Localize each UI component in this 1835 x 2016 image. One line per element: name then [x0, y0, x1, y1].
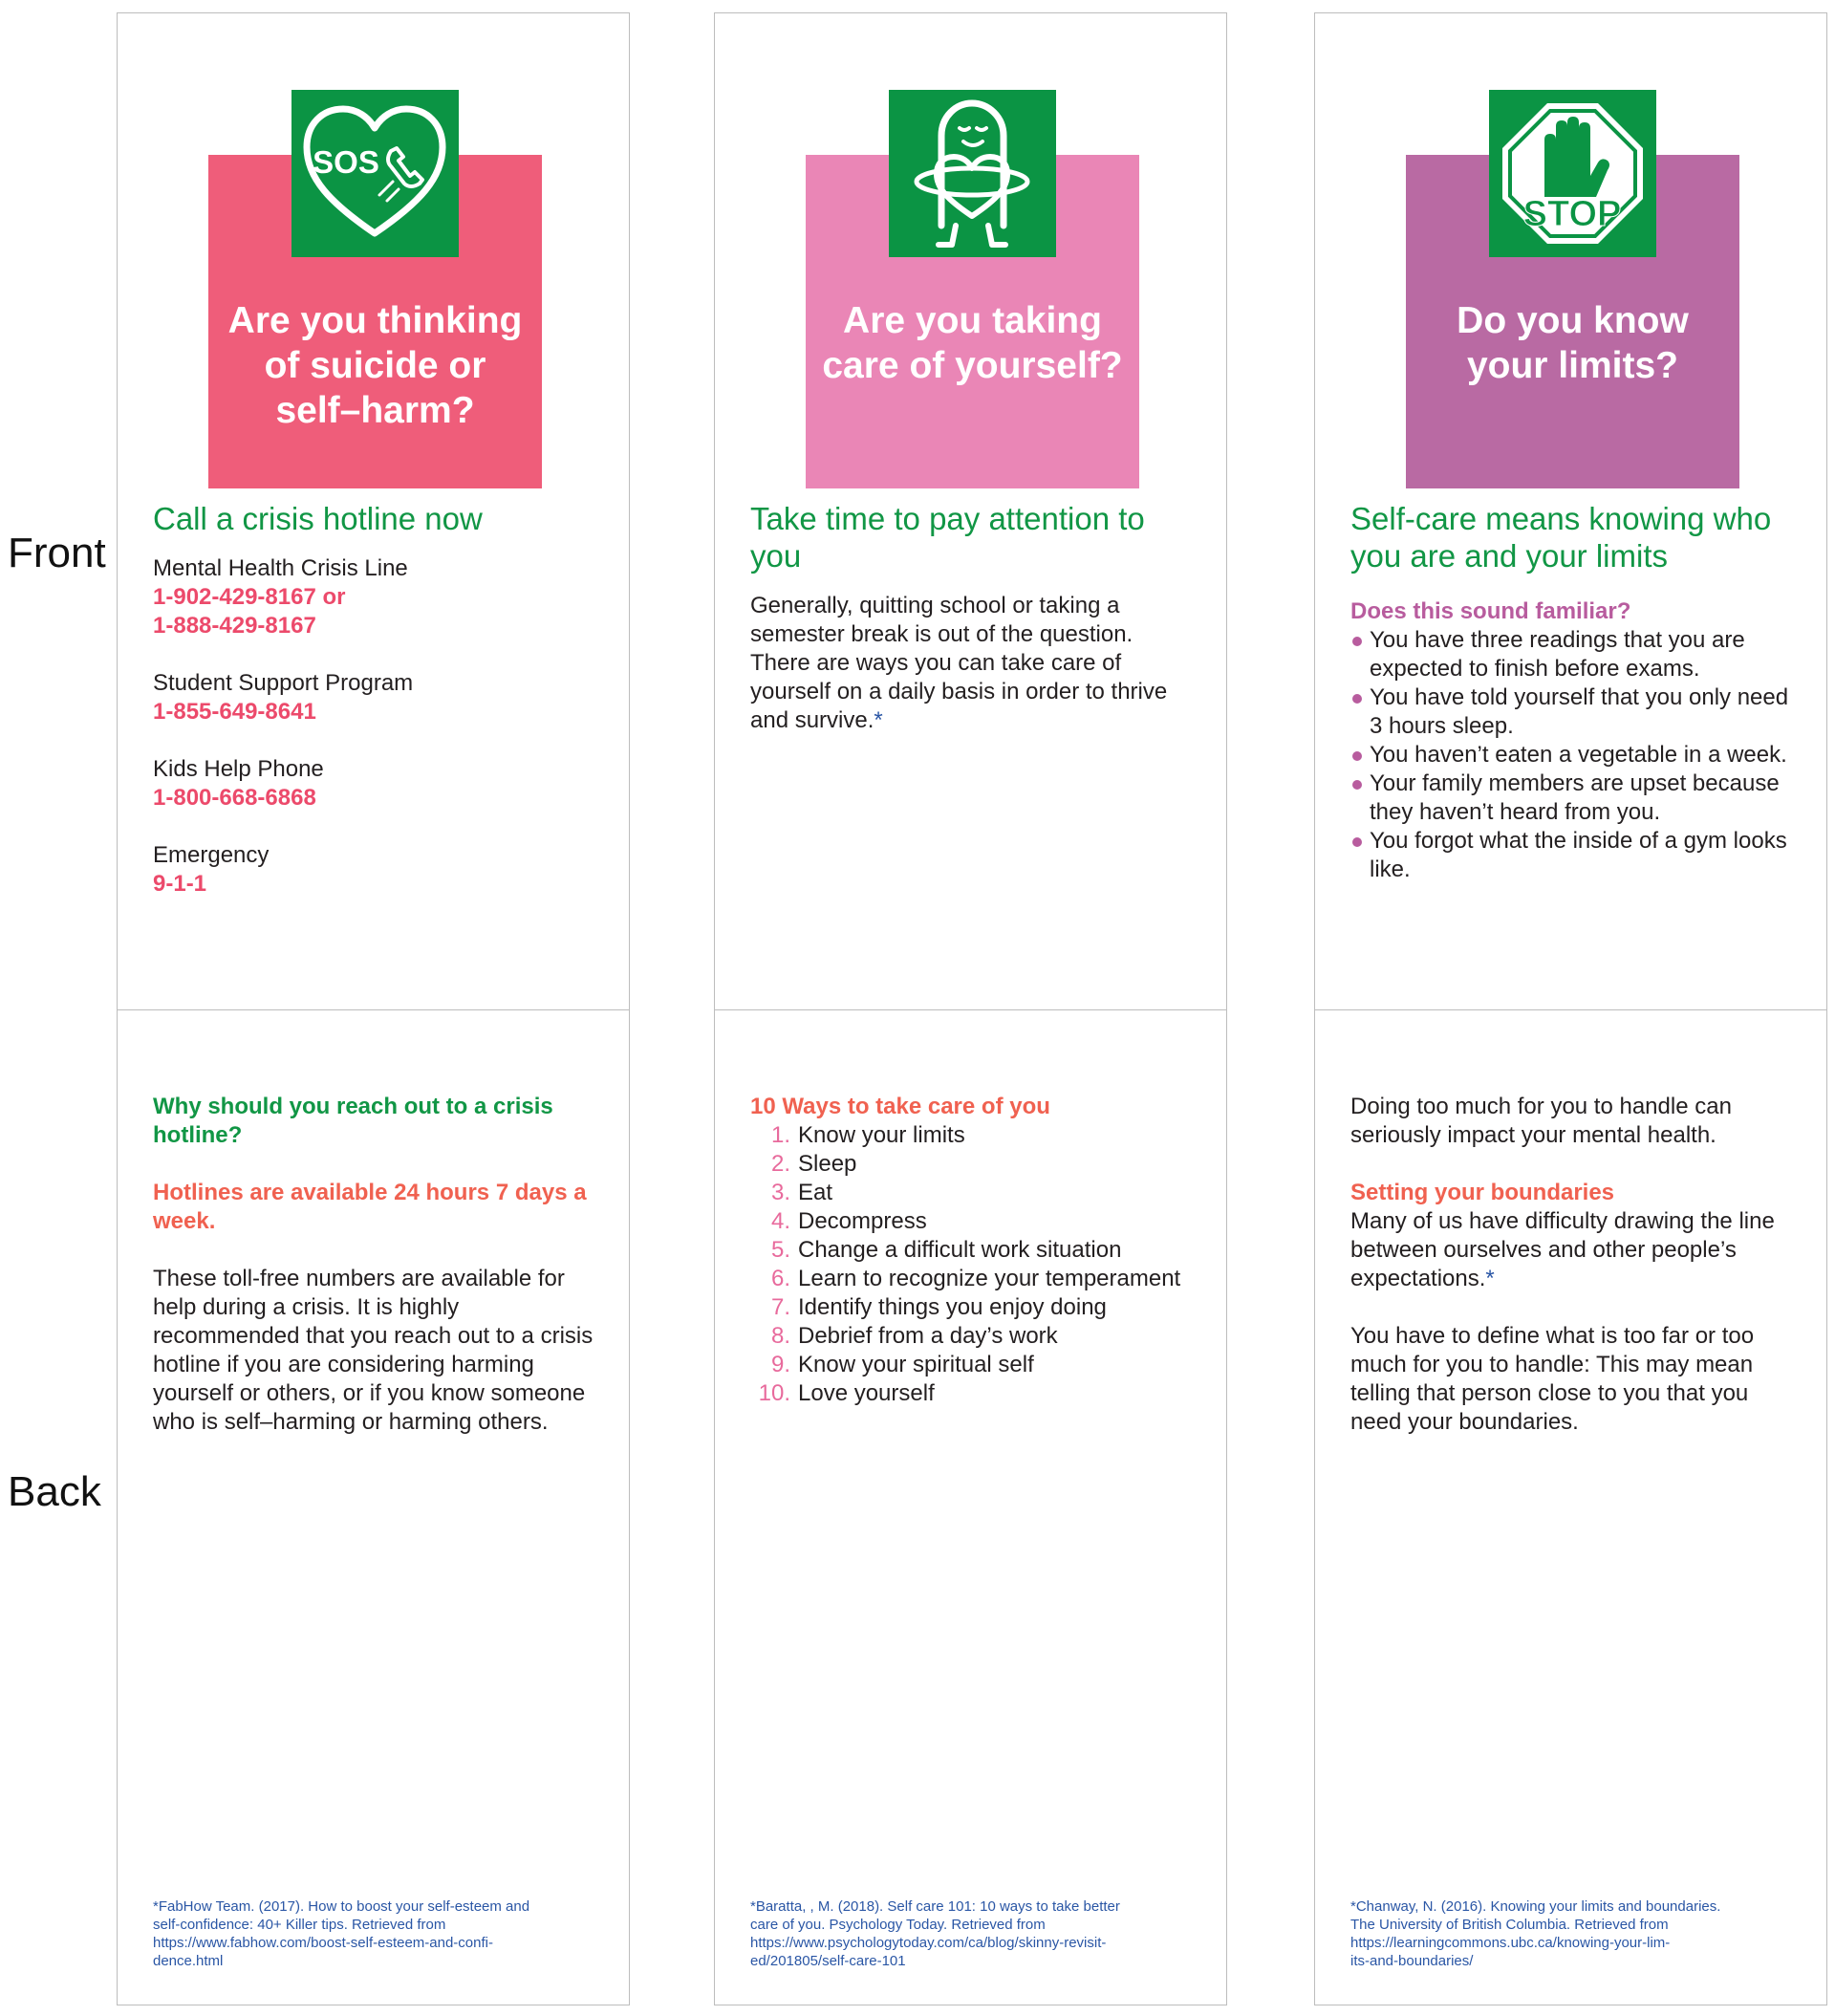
- self-care-front-content: [750, 500, 1198, 735]
- list-item: You haven’t eaten a vegetable in a week.: [1350, 741, 1798, 770]
- contact-name: Emergency: [153, 842, 270, 868]
- self-care-paragraph: Generally, quitting school or taking a semester break is out of the question. There are ways you can take care of yourself on a daily basis in order to thrive and survive.*: [750, 593, 1168, 733]
- list-item: 5. Change a difficult work situation: [770, 1237, 1122, 1263]
- crisis-back-content: [153, 1093, 600, 1437]
- contact-name: Mental Health Crisis Line: [153, 555, 408, 581]
- contact-entry: [153, 669, 600, 726]
- crisis-card-column: [117, 12, 630, 2005]
- citation-footnote: *Baratta, , M. (2018). Self care 101: 10 ways to take better care of you. Psychology Today. Retrieved from https://www.psychologytoday.com/ca/blog/skinny-revisit- ed/201805/self-care-101: [750, 1898, 1120, 1969]
- phone-number: 9-1-1: [153, 871, 207, 897]
- boundaries-title: Setting your boundaries: [1350, 1180, 1615, 1205]
- self-care-card-front: [714, 12, 1227, 1011]
- contact-name: Student Support Program: [153, 670, 414, 696]
- familiar-bullets: [1350, 626, 1798, 884]
- list-item: 6. Learn to recognize your temperament: [770, 1266, 1181, 1291]
- crisis-hero-title: Are you thinking of suicide or self–harm?: [227, 300, 523, 431]
- limits-hero-title: Do you know your limits?: [1457, 300, 1689, 386]
- crisis-subhead: Call a crisis hotline now: [153, 501, 483, 536]
- contact-entry: [153, 841, 600, 899]
- availability-note: Hotlines are available 24 hours 7 days a week.: [153, 1180, 587, 1234]
- limits-card-back: [1314, 1009, 1827, 2005]
- list-item: 9. Know your spiritual self: [770, 1352, 1034, 1377]
- crisis-paragraph: These toll-free numbers are available for help during a crisis. It is highly recommended that you reach out to a crisis hotline if you are considering harming yourself or others, or if you know someone who is self–harming or harming others.: [153, 1266, 594, 1435]
- contact-entry: [153, 755, 600, 813]
- contact-entry: [153, 554, 600, 640]
- list-item: 7. Identify things you enjoy doing: [770, 1294, 1107, 1320]
- crisis-card-back: [117, 1009, 630, 2005]
- svg-text:STOP: STOP: [1522, 194, 1622, 234]
- list-item: 2. Sleep: [770, 1151, 857, 1177]
- boundaries-text: Many of us have difficulty drawing the line between ourselves and other people’s expectations.*: [1350, 1208, 1775, 1291]
- limits-back-content: [1350, 1093, 1798, 1437]
- sos-heart-phone-icon: [291, 90, 459, 257]
- phone-number: 1-800-668-6868: [153, 785, 316, 811]
- list-item: You have told yourself that you only need 3 hours sleep.: [1350, 683, 1798, 741]
- self-hug-character-icon: [889, 90, 1056, 257]
- limits-front-content: [1350, 500, 1798, 884]
- ways-list: [750, 1121, 1198, 1408]
- citation-footnote: *Chanway, N. (2016). Knowing your limits and boundaries. The University of British Columbia. Retrieved from https://learningcommons.ubc.ca/knowing-your-lim- its-and-boundaries/: [1350, 1898, 1721, 1969]
- list-item: 4. Decompress: [770, 1208, 927, 1234]
- self-care-card-column: [714, 12, 1227, 2005]
- limits-closing: You have to define what is too far or too much for you to handle: This may mean telling that person close to you that you need your boundaries.: [1350, 1323, 1755, 1435]
- list-item: 1. Know your limits: [770, 1122, 965, 1148]
- list-item: You have three readings that you are expected to finish before exams.: [1350, 626, 1798, 683]
- contact-name: Kids Help Phone: [153, 756, 324, 782]
- citation-footnote: *FabHow Team. (2017). How to boost your self-esteem and self-confidence: 40+ Killer tips. Retrieved from https://www.fabhow.com/boost-self-esteem-and-confi- dence.html: [153, 1898, 530, 1969]
- list-item: 3. Eat: [770, 1180, 833, 1205]
- self-care-subhead: Take time to pay attention to you: [750, 501, 1145, 574]
- list-item: 10. Love yourself: [758, 1380, 935, 1406]
- self-care-card-back: [714, 1009, 1227, 2005]
- stop-sign-hand-icon: [1489, 90, 1656, 257]
- ways-list-title: 10 Ways to take care of you: [750, 1094, 1050, 1119]
- limits-intro: Doing too much for you to handle can seriously impact your mental health.: [1350, 1094, 1732, 1148]
- limits-card-column: [1314, 12, 1827, 2005]
- crisis-card-front: [117, 12, 630, 1011]
- self-care-hero-title: Are you taking care of yourself?: [822, 300, 1123, 386]
- list-item: You forgot what the inside of a gym looks like.: [1350, 827, 1798, 884]
- self-care-back-content: [750, 1093, 1198, 1408]
- phone-number: 1-902-429-8167 or: [153, 584, 346, 610]
- crisis-question: Why should you reach out to a crisis hotline?: [153, 1094, 553, 1148]
- crisis-front-content: [153, 500, 600, 927]
- back-label: Back: [8, 1468, 101, 1515]
- limits-subhead: Self-care means knowing who you are and your limits: [1350, 501, 1772, 574]
- list-item: Your family members are upset because they haven’t heard from you.: [1350, 770, 1798, 827]
- phone-number: 1-855-649-8641: [153, 699, 316, 725]
- list-item: 8. Debrief from a day’s work: [770, 1323, 1058, 1349]
- limits-card-front: [1314, 12, 1827, 1011]
- svg-text:SOS: SOS: [313, 144, 379, 180]
- front-label: Front: [8, 530, 106, 576]
- phone-number: 1-888-429-8167: [153, 613, 316, 639]
- familiar-question: Does this sound familiar?: [1350, 598, 1631, 624]
